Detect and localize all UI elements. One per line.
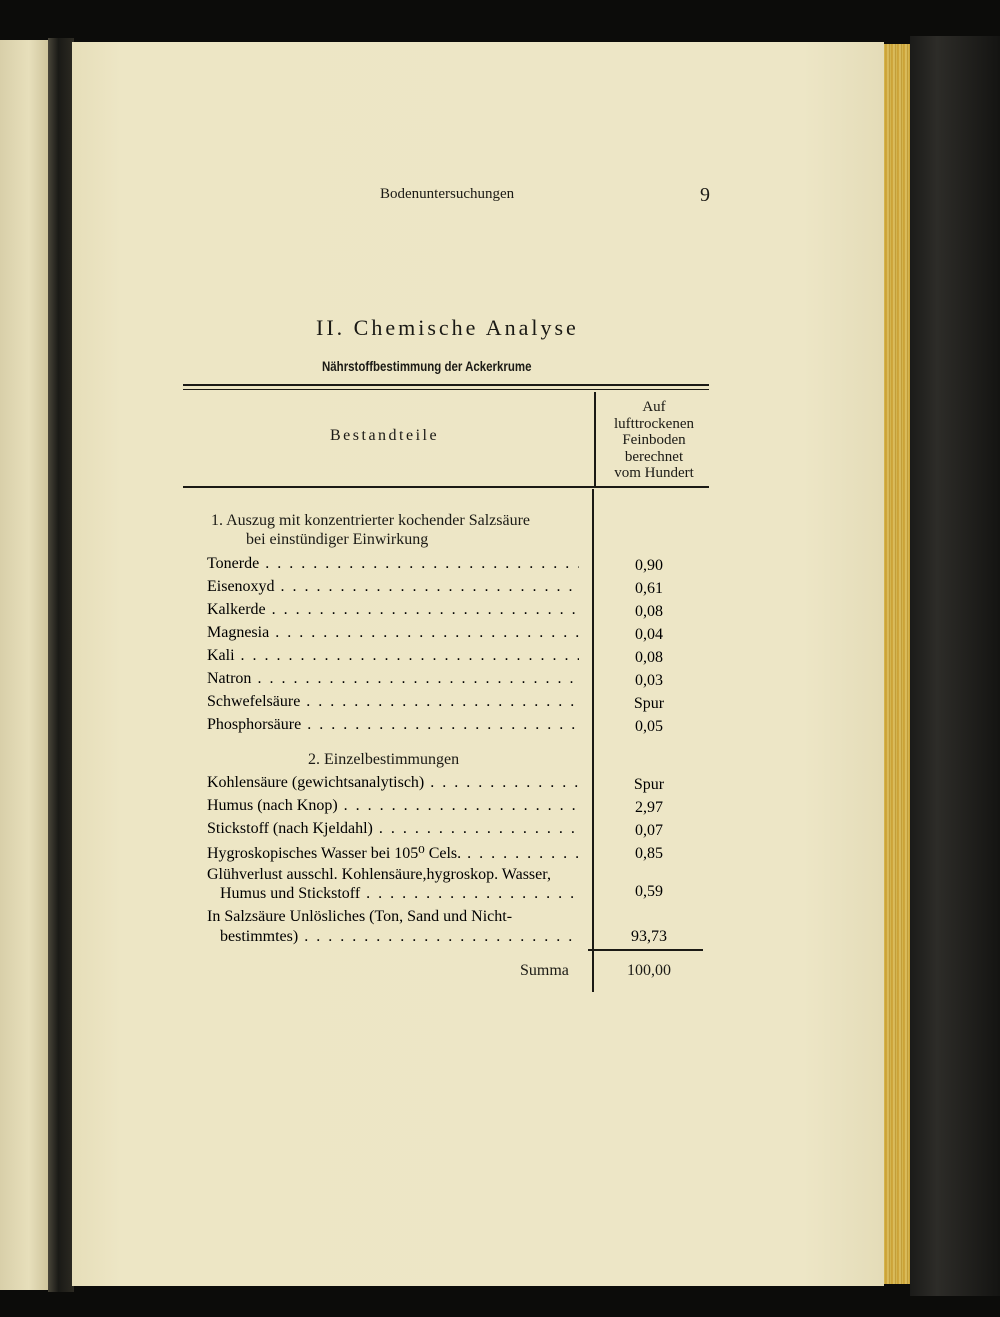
book-cover (910, 36, 1000, 1296)
book-gutter (48, 38, 74, 1292)
row-label-magnesia: Magnesia . . . (207, 624, 579, 642)
row-value-hygroskopisches-wasser: 0,85 (635, 845, 663, 862)
row-value-kohlensaeure: Spur (633, 776, 665, 793)
row-value-gluehverlust: 0,59 (635, 883, 663, 900)
column-header-line: lufttrockenen (614, 415, 694, 432)
section-title: II. Chemische Analyse (316, 315, 579, 340)
row-label-gluehverlust: Glühverlust ausschl. Kohlensäure,hygroskop. Wasser, (207, 866, 551, 883)
row-value-phosphorsaeure: 0,05 (635, 718, 663, 735)
column-header-bestandteile: Bestandteile (330, 427, 440, 444)
sum-rule (588, 949, 703, 951)
column-divider-header (594, 392, 596, 486)
row-value-schwefelsaeure: Spur (633, 695, 665, 712)
row-label-kali: Kali . . . (207, 647, 579, 665)
column-header-line: Feinboden (622, 432, 686, 448)
row-value-kali: 0,08 (635, 649, 663, 666)
left-page-edge (0, 40, 48, 1290)
section-heading-1-cont: bei einstündiger Einwirkung (246, 531, 429, 548)
row-value-tonerde: 0,90 (635, 557, 663, 574)
section-heading-1: 1. Auszug mit konzentrierter kochender Salzsäure (211, 512, 530, 529)
summa-label: Summa (520, 962, 569, 979)
summa-value: 100,00 (627, 962, 671, 979)
column-header-line: vom Hundert (614, 465, 694, 481)
row-label-kohlensaeure: Kohlensäure (gewichtsanalytisch) . . . (207, 774, 579, 792)
row-label-schwefelsaeure: Schwefelsäure . . . (207, 693, 579, 711)
column-divider-body (592, 489, 594, 992)
row-value-humus: 2,97 (635, 799, 663, 816)
row-value-magnesia: 0,04 (635, 626, 663, 643)
row-label-unloesliches-cont: bestimmtes) . . . (220, 928, 579, 946)
row-label-stickstoff: Stickstoff (nach Kjeldahl) . . . (207, 820, 579, 838)
page-stack-edge (884, 44, 910, 1284)
row-label-natron: Natron . . . (207, 670, 579, 688)
running-head: Bodenuntersuchungen (380, 186, 515, 202)
section-heading-2: 2. Einzelbestimmungen (308, 751, 460, 768)
column-header-value (598, 399, 710, 482)
row-value-eisenoxyd: 0,61 (635, 580, 663, 597)
table-top-rule (183, 384, 709, 386)
row-label-humus: Humus (nach Knop) . . . (207, 797, 579, 815)
table-subtitle: Nährstoffbestimmung der Ackerkrume (322, 358, 532, 374)
row-value-natron: 0,03 (635, 672, 663, 689)
page-number: 9 (700, 184, 710, 206)
row-label-hygroskopisches-wasser: Hygroskopisches Wasser bei 105⁰ Cels. . . . (207, 843, 579, 863)
row-label-unloesliches: In Salzsäure Unlösliches (Ton, Sand und Nicht- (207, 908, 513, 925)
row-label-kalkerde: Kalkerde . . . (207, 601, 579, 619)
column-header-line: berechnet (624, 448, 684, 465)
row-label-tonerde: Tonerde . . . (207, 555, 579, 573)
row-label-phosphorsaeure: Phosphorsäure . . . (207, 716, 579, 734)
table-header-rule (183, 486, 709, 488)
row-value-stickstoff: 0,07 (635, 822, 663, 839)
table-top-rule-thin (183, 389, 709, 390)
column-header-line: Auf (642, 399, 666, 415)
row-value-kalkerde: 0,08 (635, 603, 663, 620)
row-label-gluehverlust-cont: Humus und Stickstoff . . . (220, 885, 579, 903)
row-value-unloesliches: 93,73 (631, 928, 667, 945)
row-label-eisenoxyd: Eisenoxyd . . . (207, 578, 579, 596)
